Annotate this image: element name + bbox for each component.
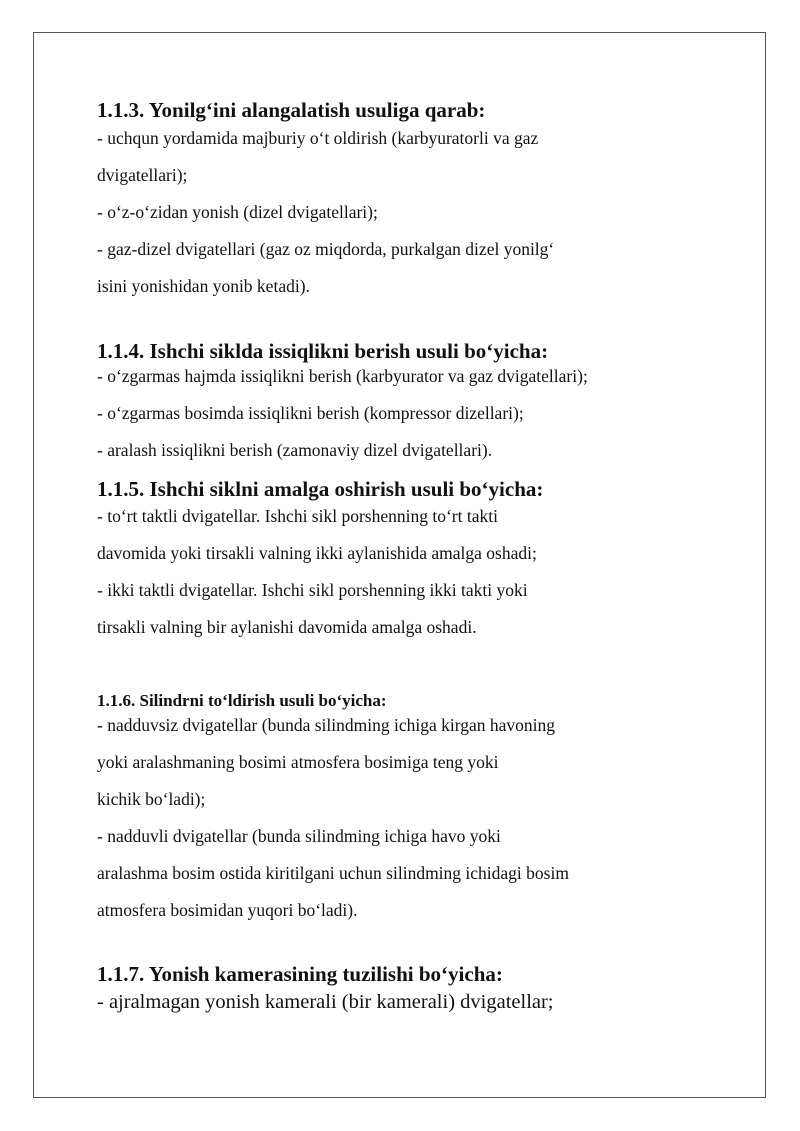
text-line: isini yonishidan yonib ketadi).	[97, 276, 310, 296]
text-line: - ajralmagan yonish kamerali (bir kamerali) dvigatellar;	[97, 991, 554, 1013]
section-heading: 1.1.7. Yonish kamerasining tuzilishi bo‘yicha:	[97, 962, 503, 986]
text-line: - o‘zgarmas bosimda issiqlikni berish (kompressor dizellari);	[97, 403, 524, 423]
section-heading: 1.1.4. Ishchi siklda issiqlikni berish usuli bo‘yicha:	[97, 339, 549, 363]
text-line: - aralash issiqlikni berish (zamonaviy dizel dvigatellari).	[97, 440, 493, 460]
text-line: - o‘zgarmas hajmda issiqlikni berish (karbyurator va gaz dvigatellari);	[97, 366, 588, 386]
text-line: - uchqun yordamida majburiy o‘t oldirish (karbyuratorli va gaz	[97, 128, 539, 148]
text-line: - ikki taktli dvigatellar. Ishchi sikl porshenning ikki takti yoki	[97, 580, 528, 600]
text-line: - to‘rt taktli dvigatellar. Ishchi sikl porshenning to‘rt takti	[97, 506, 498, 526]
page-border	[33, 32, 766, 1098]
text-line: atmosfera bosimidan yuqori bo‘ladi).	[97, 900, 358, 920]
text-line: dvigatellari);	[97, 165, 188, 185]
text-line: - nadduvli dvigatellar (bunda silindming ichiga havo yoki	[97, 826, 501, 846]
text-line: - o‘z-o‘zidan yonish (dizel dvigatellari);	[97, 202, 378, 222]
text-line: - gaz-dizel dvigatellari (gaz oz miqdorda, purkalgan dizel yonilg‘	[97, 239, 555, 259]
text-line: kichik bo‘ladi);	[97, 789, 206, 809]
text-line: - nadduvsiz dvigatellar (bunda silindming ichiga kirgan havoning	[97, 715, 555, 735]
section-heading: 1.1.6. Silindrni to‘ldirish usuli bo‘yicha:	[97, 691, 387, 710]
text-line: tirsakli valning bir aylanishi davomida amalga oshadi.	[97, 617, 477, 637]
section-heading: 1.1.3. Yonilg‘ini alangalatish usuliga qarab:	[97, 98, 486, 122]
section-heading: 1.1.5. Ishchi siklni amalga oshirish usuli bo‘yicha:	[97, 477, 544, 501]
text-line: davomida yoki tirsakli valning ikki aylanishida amalga oshadi;	[97, 543, 537, 563]
text-line: yoki aralashmaning bosimi atmosfera bosimiga teng yoki	[97, 752, 499, 772]
text-line: aralashma bosim ostida kiritilgani uchun silindming ichidagi bosim	[97, 863, 569, 883]
